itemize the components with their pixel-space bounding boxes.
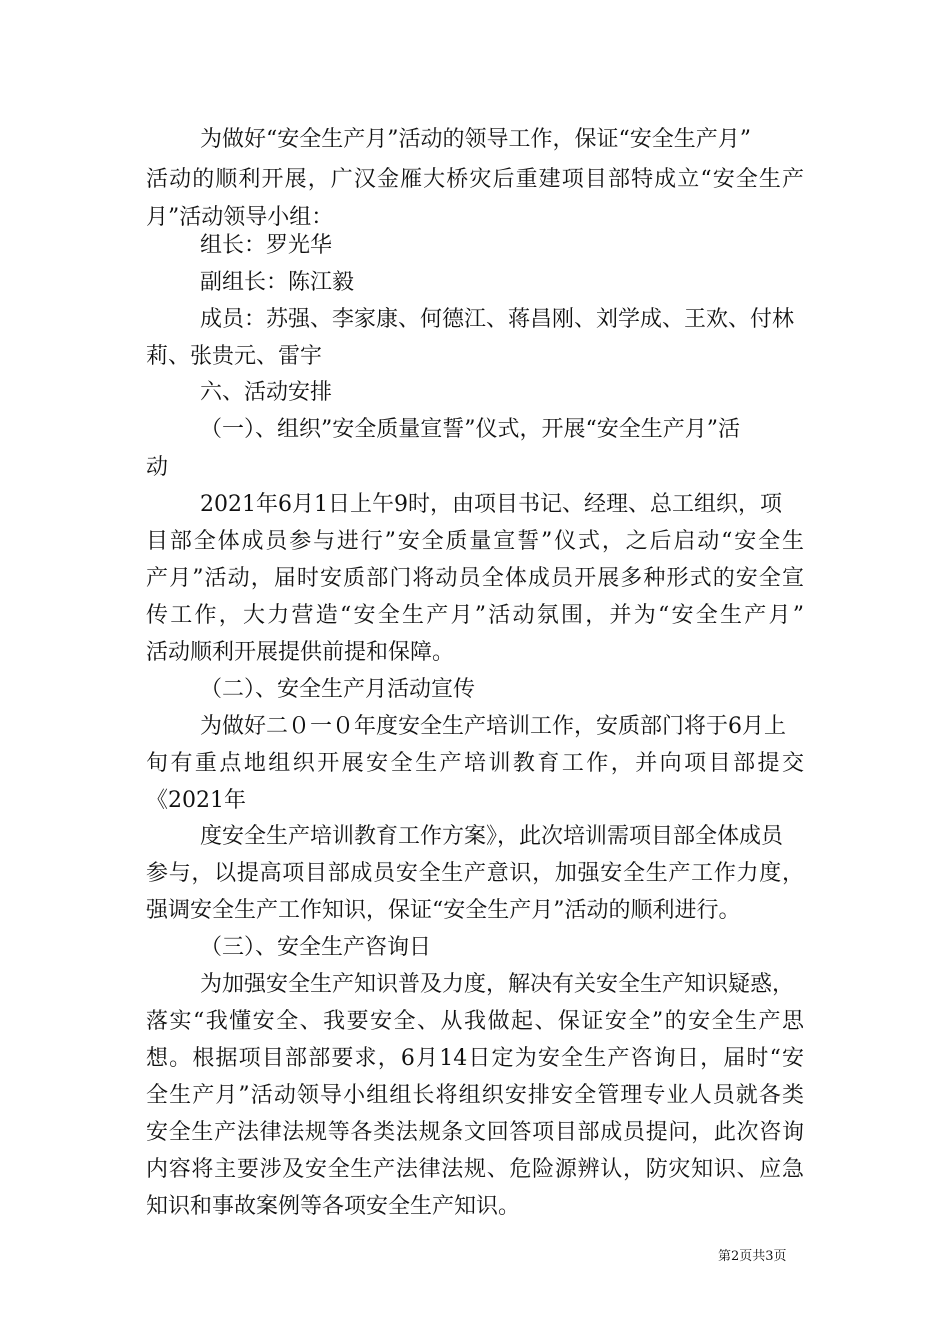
paragraph-line: 产月”活动，届时安质部门将动员全体成员开展多种形式的安全宣 <box>146 566 804 591</box>
subsection-heading: 动 <box>146 455 169 480</box>
paragraph-line: 内容将主要涉及安全生产法律法规、危险源辨认，防灾知识、应急 <box>146 1157 804 1182</box>
paragraph-line: 2021年6月1日上午9时，由项目书记、经理、总工组织，项 <box>200 492 782 517</box>
paragraph-line: 月”活动领导小组： <box>146 205 334 230</box>
paragraph-line: 《2021年 <box>146 788 246 813</box>
paragraph-line: 强调安全生产工作知识，保证“安全生产月”活动的顺利进行。 <box>146 898 741 923</box>
paragraph-line: 组长：罗光华 <box>200 233 333 258</box>
paragraph-line: 全生产月”活动领导小组组长将组织安排安全管理专业人员就各类 <box>146 1083 804 1108</box>
paragraph-line: 知识和事故案例等各项安全生产知识。 <box>146 1194 521 1219</box>
section-heading: 六、活动安排 <box>200 380 333 405</box>
paragraph-line: 安全生产法律法规等各类法规条文回答项目部成员提问，此次咨询 <box>146 1120 804 1145</box>
paragraph-line: 目部全体成员参与进行”安全质量宣誓”仪式，之后启动“安全生 <box>146 529 804 554</box>
page-number: 第2页共3页 <box>718 1249 787 1264</box>
paragraph-line: 参与，以提高项目部成员安全生产意识，加强安全生产工作力度， <box>146 861 804 886</box>
paragraph-line: 度安全生产培训教育工作方案》，此次培训需项目部全体成员 <box>200 824 784 849</box>
paragraph-line: 活动顺利开展提供前提和保障。 <box>146 640 455 665</box>
paragraph-line: 为加强安全生产知识普及力度，解决有关安全生产知识疑惑， <box>200 972 795 997</box>
paragraph-line: 想。根据项目部部要求，6月14日定为安全生产咨询日，届时“安 <box>146 1046 804 1071</box>
paragraph-line: 莉、张贵元、雷宇 <box>146 344 323 369</box>
subsection-heading: （三）、安全生产咨询日 <box>200 935 432 960</box>
subsection-heading: （二）、安全生产月活动宣传 <box>200 677 476 702</box>
paragraph-line: 副组长：陈江毅 <box>200 270 355 295</box>
paragraph-line: 传工作，大力营造“安全生产月”活动氛围，并为“安全生产月” <box>146 603 804 628</box>
paragraph-line: 成员：苏强、李家康、何德江、蒋昌刚、刘学成、王欢、付林 <box>200 307 795 332</box>
paragraph-line: 旬有重点地组织开展安全生产培训教育工作，并向项目部提交 <box>146 751 804 776</box>
paragraph-line: 为做好二０一０年度安全生产培训工作，安质部门将于6月上 <box>200 714 786 739</box>
subsection-heading: （一）、组织”安全质量宣誓”仪式，开展“安全生产月”活 <box>200 417 740 442</box>
paragraph-line: 活动的顺利开展，广汉金雁大桥灾后重建项目部特成立“安全生产 <box>146 167 804 192</box>
paragraph-line: 为做好“安全生产月”活动的领导工作，保证“安全生产月” <box>200 127 751 152</box>
paragraph-line: 落实“我懂安全、我要安全、从我做起、保证安全”的安全生产思 <box>146 1009 804 1034</box>
